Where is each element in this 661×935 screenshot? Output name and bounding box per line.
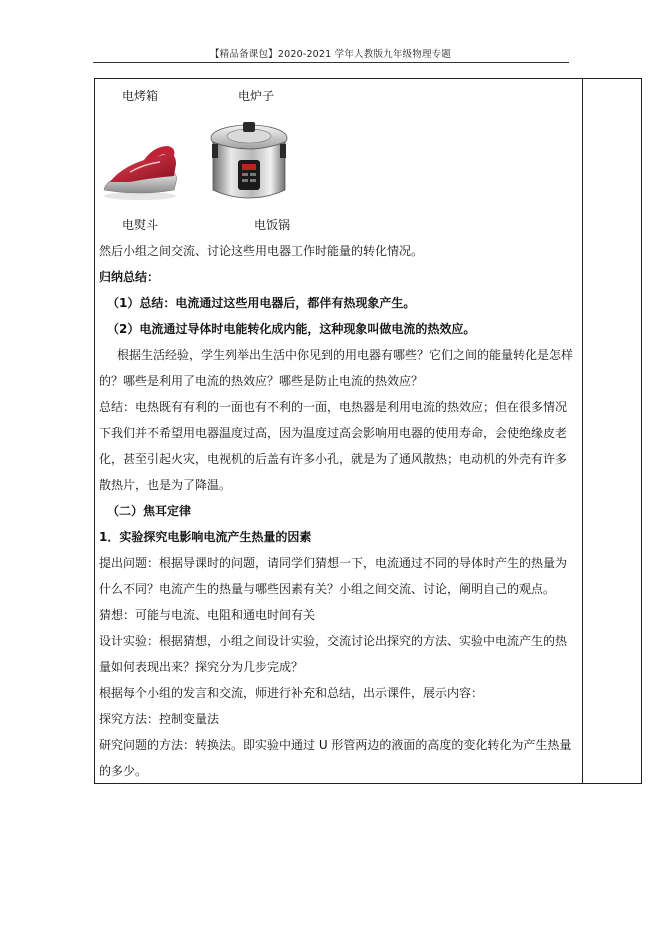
paragraph-research-method: 研究问题的方法：转换法。即实验中通过 U 形管两边的液面的高度的变化转化为产生热量的多少。 bbox=[99, 738, 572, 778]
heading-summary: 归纳总结： bbox=[99, 270, 160, 284]
electric-iron-icon bbox=[100, 138, 180, 202]
summary-point-1: （1）总结：电流通过这些用电器后，都伴有热现象产生。 bbox=[107, 296, 416, 310]
page-header: 【精品备课包】2020-2021 学年人教版九年级物理专题 bbox=[209, 49, 452, 60]
caption-stove: 电炉子 bbox=[238, 89, 275, 103]
table-column-divider bbox=[582, 78, 583, 784]
paragraph-hypothesis: 猜想：可能与电流、电阻和通电时间有关 bbox=[99, 608, 316, 622]
paragraph-method: 探究方法：控制变量法 bbox=[99, 712, 220, 726]
body-text bbox=[99, 238, 577, 784]
pressure-cooker-icon bbox=[208, 116, 290, 206]
paragraph-life-experience: 根据生活经验，学生列举出生活中你见到的用电器有哪些？它们之间的能量转化是怎样的？哪些是利用了电流的热效应？哪些是防止电流的热效应？ bbox=[99, 348, 574, 388]
caption-rice-cooker: 电饭锅 bbox=[254, 218, 291, 232]
caption-iron: 电熨斗 bbox=[122, 218, 159, 232]
paragraph-conclusion: 总结：电热既有有利的一面也有不利的一面，电热器是利用电流的热效应；但在很多情况下我们并不希望用电器温度过高，因为温度过高会影响用电器的使用寿命，会使绝缘皮老化，甚至引起火灾，电视机的后盖有许多小孔，就是为了通风散热；电动机的外壳有许多散热片，也是为了降温。 bbox=[99, 400, 568, 492]
heading-joule-law: （二）焦耳定律 bbox=[107, 504, 192, 518]
paragraph-question: 提出问题：根据导课时的问题，请同学们猜想一下，电流通过不同的导体时产生的热量为什么不同？电流产生的热量与哪些因素有关？小组之间交流、讨论，阐明自己的观点。 bbox=[99, 556, 568, 596]
summary-point-2: （2）电流通过导体时电能转化成内能，这种现象叫做电流的热效应。 bbox=[107, 322, 476, 336]
caption-oven: 电烤箱 bbox=[122, 89, 159, 103]
paragraph-teacher-summary: 根据每个小组的发言和交流，师进行补充和总结，出示课件，展示内容： bbox=[99, 686, 484, 700]
paragraph-design: 设计实验：根据猜想，小组之间设计实验，交流讨论出探究的方法、实验中电流产生的热量如何表现出来？探究分为几步完成？ bbox=[99, 634, 568, 674]
paragraph-discussion: 然后小组之间交流、讨论这些用电器工作时能量的转化情况。 bbox=[99, 244, 424, 258]
heading-experiment: 1．实验探究电影响电流产生热量的因素 bbox=[99, 530, 312, 544]
header-rule bbox=[93, 62, 569, 63]
